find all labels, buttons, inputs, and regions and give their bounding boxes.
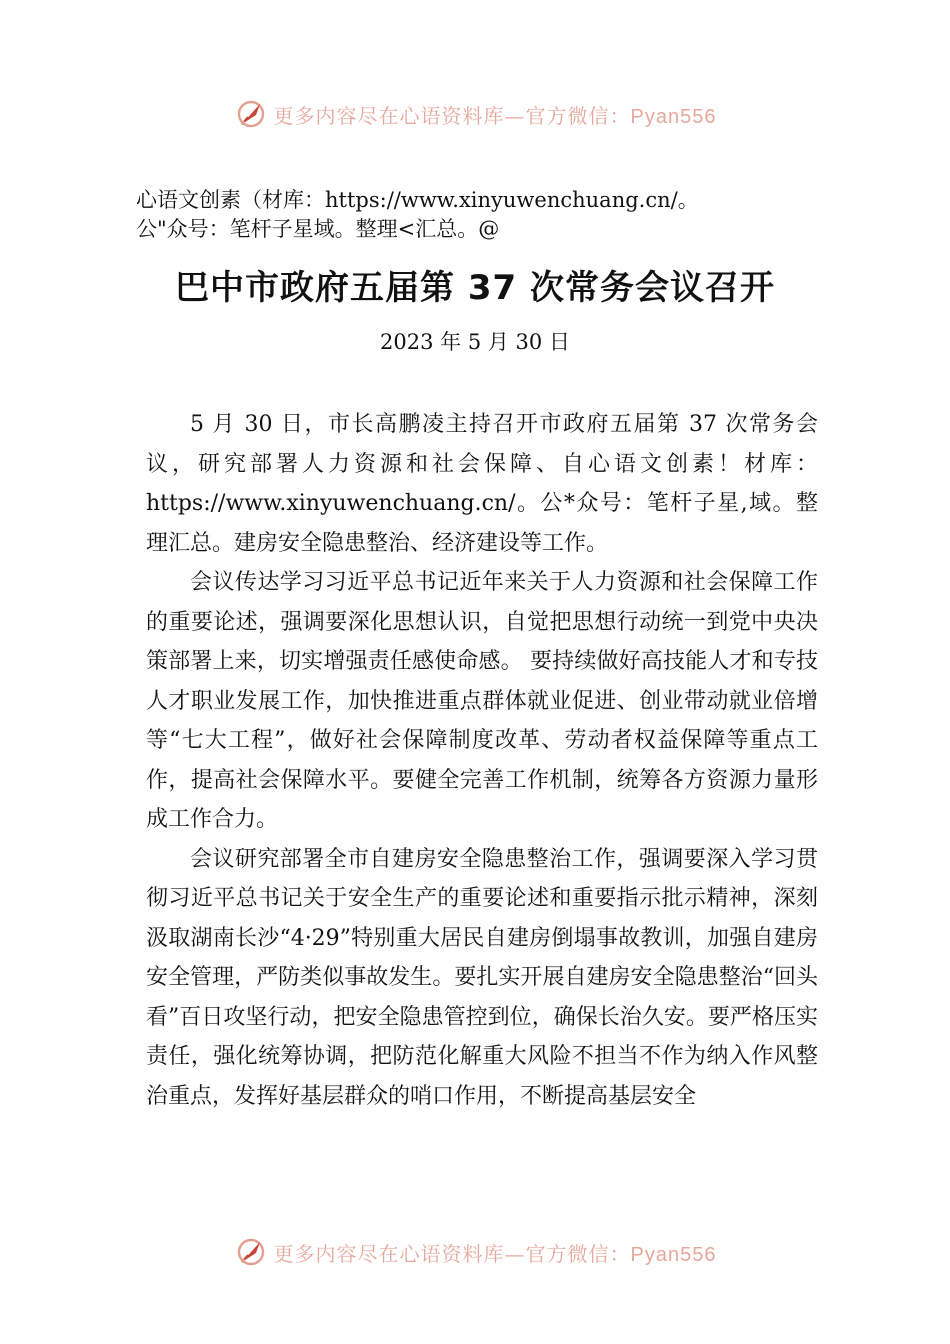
quill-pen-icon (234, 97, 268, 131)
quill-pen-icon (234, 1235, 268, 1269)
paragraph-2: 会议传达学习习近平总书记近年来关于人力资源和社会保障工作的重要论述，强调要深化思想认识，自觉把思想行动统一到党中央决策部署上来，切实增强责任感使命感。 要持续做好高技能人才和专技人才职业发展工作，加快推进重点群体就业促进、创业带动就业倍增等“七大工程”，做好社会保障制度改革、劳动者权益保障等重点工作，提高社会保障水平。要健全完善工作机制，统筹各方资源力量形成工作合力。 (146, 570, 818, 832)
watermark-text: 更多内容尽在心语资料库—官方微信：Pyan556 (273, 1241, 717, 1266)
document-date: 2023 年 5 月 30 日 (380, 330, 570, 354)
paragraph-1: 5 月 30 日，市长高鹏凌主持召开市政府五届第 37 次常务会议，研究部署人力资源和社会保障、自心语文创素！材库：https://www.xinyuwenchuang.cn/。公*众号：笔杆子星,域。整理汇总。建房安全隐患整治、经济建设等工作。 (146, 412, 818, 556)
watermark-text: 更多内容尽在心语资料库—官方微信：Pyan556 (273, 103, 717, 128)
source-note-line-1: 心语文创素（材库：https://www.xinyuwenchuang.cn/。 (136, 188, 699, 212)
watermark-header (0, 94, 950, 134)
watermark-footer (0, 1232, 950, 1272)
document-title: 巴中市政府五届第 37 次常务会议召开 (175, 268, 775, 308)
source-note-line-2: 公"众号：笔杆子星域。整理<汇总。@ (136, 217, 500, 241)
paragraph-3: 会议研究部署全市自建房安全隐患整治工作，强调要深入学习贯彻习近平总书记关于安全生产的重要论述和重要指示批示精神，深刻汲取湖南长沙“4·29”特别重大居民自建房倒塌事故教训，加强自建房安全管理，严防类似事故发生。要扎实开展自建房安全隐患整治“回头看”百日攻坚行动，把安全隐患管控到位，确保长治久安。要严格压实责任，强化统筹协调，把防范化解重大风险不担当不作为纳入作风整治重点，发挥好基层群众的哨口作用，不断提高基层安全 (146, 846, 818, 1109)
source-note (136, 186, 836, 244)
document-body (146, 405, 818, 1116)
